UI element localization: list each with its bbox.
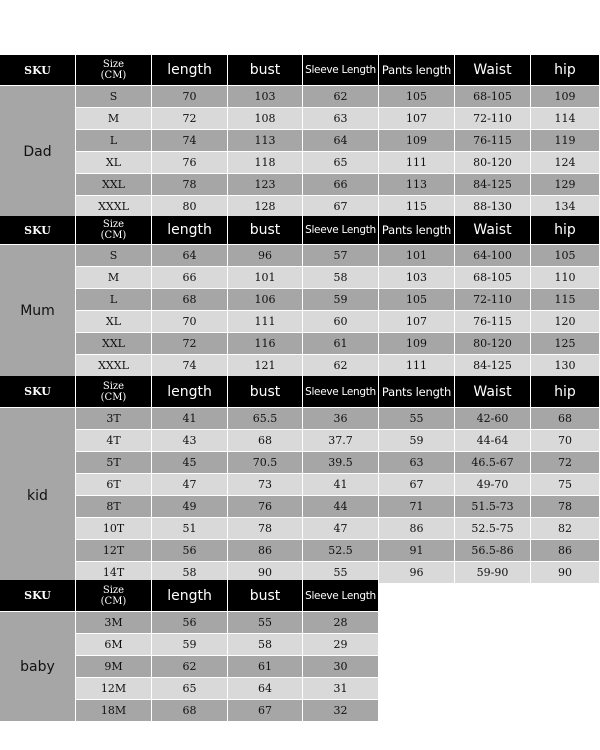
kid-row-7-hip: 90 xyxy=(531,562,600,584)
kid-row-6-sleeve-length: 52.5 xyxy=(303,540,379,562)
baby-row-4-sleeve-length: 32 xyxy=(303,700,379,722)
dad-row-2-sleeve-length: 64 xyxy=(303,130,379,152)
kid-header-sleeve-length: Sleeve Length xyxy=(303,376,379,408)
kid-row-6-hip: 86 xyxy=(531,540,600,562)
baby-row-1-bust: 58 xyxy=(228,634,303,656)
dad-row-2-waist: 76-115 xyxy=(455,130,531,152)
mum-row-1-size: M xyxy=(76,267,152,289)
dad-row-4-pants-length: 113 xyxy=(379,174,455,196)
baby-row-3-sleeve-length: 31 xyxy=(303,678,379,700)
dad-row-1-hip: 114 xyxy=(531,108,600,130)
baby-header-length: length xyxy=(152,580,228,612)
kid-row-3-hip: 75 xyxy=(531,474,600,496)
mum-header-sku: SKU xyxy=(0,216,76,245)
dad-row-2-size: L xyxy=(76,130,152,152)
mum-row-4-sleeve-length: 61 xyxy=(303,333,379,355)
mum-row-1-pants-length: 103 xyxy=(379,267,455,289)
mum-row-0-hip: 105 xyxy=(531,245,600,267)
kid-row-1-sleeve-length: 37.7 xyxy=(303,430,379,452)
dad-row-0-sleeve-length: 62 xyxy=(303,86,379,108)
mum-row-5-sleeve-length: 62 xyxy=(303,355,379,377)
dad-row-4-length: 78 xyxy=(152,174,228,196)
mum-header-sleeve-length: Sleeve Length xyxy=(303,216,379,245)
kid-row-4-waist: 51.5-73 xyxy=(455,496,531,518)
dad-row-3-size: XL xyxy=(76,152,152,174)
dad-row-1-waist: 72-110 xyxy=(455,108,531,130)
dad-row-2-bust: 113 xyxy=(228,130,303,152)
dad-row-5-sleeve-length: 67 xyxy=(303,196,379,218)
kid-row-0-length: 41 xyxy=(152,408,228,430)
kid-row-0-pants-length: 55 xyxy=(379,408,455,430)
dad-row-0-size: S xyxy=(76,86,152,108)
baby-row-3-length: 65 xyxy=(152,678,228,700)
mum-row-5-waist: 84-125 xyxy=(455,355,531,377)
kid-header-pants-length: Pants length xyxy=(379,376,455,408)
kid-row-4-bust: 76 xyxy=(228,496,303,518)
kid-row-5-waist: 52.5-75 xyxy=(455,518,531,540)
baby-row-1-length: 59 xyxy=(152,634,228,656)
kid-row-7-waist: 59-90 xyxy=(455,562,531,584)
baby-row-0-length: 56 xyxy=(152,612,228,634)
baby-row-4-bust: 67 xyxy=(228,700,303,722)
mum-row-3-bust: 111 xyxy=(228,311,303,333)
kid-row-0-sleeve-length: 36 xyxy=(303,408,379,430)
dad-header-size: Size (CM) xyxy=(76,55,152,86)
kid-header-bust: bust xyxy=(228,376,303,408)
kid-row-4-pants-length: 71 xyxy=(379,496,455,518)
mum-row-0-length: 64 xyxy=(152,245,228,267)
mum-row-2-pants-length: 105 xyxy=(379,289,455,311)
baby-header-bust: bust xyxy=(228,580,303,612)
mum-row-0-waist: 64-100 xyxy=(455,245,531,267)
dad-row-3-hip: 124 xyxy=(531,152,600,174)
dad-header-sku: SKU xyxy=(0,55,76,86)
kid-row-6-waist: 56.5-86 xyxy=(455,540,531,562)
kid-row-5-pants-length: 86 xyxy=(379,518,455,540)
mum-row-2-length: 68 xyxy=(152,289,228,311)
dad-row-0-length: 70 xyxy=(152,86,228,108)
dad-header-length: length xyxy=(152,55,228,86)
dad-row-3-sleeve-length: 65 xyxy=(303,152,379,174)
baby-row-0-size: 3M xyxy=(76,612,152,634)
kid-row-2-pants-length: 63 xyxy=(379,452,455,474)
kid-header-length: length xyxy=(152,376,228,408)
mum-row-3-waist: 76-115 xyxy=(455,311,531,333)
kid-row-5-bust: 78 xyxy=(228,518,303,540)
dad-row-3-length: 76 xyxy=(152,152,228,174)
dad-row-4-size: XXL xyxy=(76,174,152,196)
mum-row-3-size: XL xyxy=(76,311,152,333)
mum-header-hip: hip xyxy=(531,216,600,245)
baby-row-3-bust: 64 xyxy=(228,678,303,700)
mum-row-1-sleeve-length: 58 xyxy=(303,267,379,289)
kid-row-4-size: 8T xyxy=(76,496,152,518)
kid-row-6-bust: 86 xyxy=(228,540,303,562)
dad-row-4-hip: 129 xyxy=(531,174,600,196)
kid-row-2-bust: 70.5 xyxy=(228,452,303,474)
dad-row-0-pants-length: 105 xyxy=(379,86,455,108)
kid-row-6-size: 12T xyxy=(76,540,152,562)
mum-row-3-sleeve-length: 60 xyxy=(303,311,379,333)
dad-row-1-sleeve-length: 63 xyxy=(303,108,379,130)
dad-row-3-waist: 80-120 xyxy=(455,152,531,174)
kid-row-3-bust: 73 xyxy=(228,474,303,496)
dad-row-4-waist: 84-125 xyxy=(455,174,531,196)
mum-row-4-hip: 125 xyxy=(531,333,600,355)
dad-row-5-length: 80 xyxy=(152,196,228,218)
kid-header-waist: Waist xyxy=(455,376,531,408)
mum-row-4-bust: 116 xyxy=(228,333,303,355)
baby-row-0-sleeve-length: 28 xyxy=(303,612,379,634)
dad-row-4-bust: 123 xyxy=(228,174,303,196)
kid-row-7-size: 14T xyxy=(76,562,152,584)
baby-header-sku: SKU xyxy=(0,580,76,612)
baby-header-size: Size (CM) xyxy=(76,580,152,612)
dad-row-3-bust: 118 xyxy=(228,152,303,174)
kid-row-3-pants-length: 67 xyxy=(379,474,455,496)
kid-row-5-size: 10T xyxy=(76,518,152,540)
dad-row-2-hip: 119 xyxy=(531,130,600,152)
kid-row-2-length: 45 xyxy=(152,452,228,474)
dad-row-4-sleeve-length: 66 xyxy=(303,174,379,196)
dad-row-5-waist: 88-130 xyxy=(455,196,531,218)
baby-row-4-length: 68 xyxy=(152,700,228,722)
baby-row-2-bust: 61 xyxy=(228,656,303,678)
dad-row-1-length: 72 xyxy=(152,108,228,130)
dad-header-hip: hip xyxy=(531,55,600,86)
baby-row-3-size: 12M xyxy=(76,678,152,700)
kid-row-0-bust: 65.5 xyxy=(228,408,303,430)
kid-row-1-bust: 68 xyxy=(228,430,303,452)
mum-row-4-pants-length: 109 xyxy=(379,333,455,355)
kid-header-sku: SKU xyxy=(0,376,76,408)
kid-row-5-length: 51 xyxy=(152,518,228,540)
kid-row-1-length: 43 xyxy=(152,430,228,452)
mum-header-waist: Waist xyxy=(455,216,531,245)
kid-row-1-hip: 70 xyxy=(531,430,600,452)
dad-row-0-hip: 109 xyxy=(531,86,600,108)
mum-header-pants-length: Pants length xyxy=(379,216,455,245)
dad-group-label: Dad xyxy=(0,86,76,218)
kid-row-4-hip: 78 xyxy=(531,496,600,518)
kid-row-3-waist: 49-70 xyxy=(455,474,531,496)
baby-group-label: baby xyxy=(0,612,76,722)
dad-row-2-pants-length: 109 xyxy=(379,130,455,152)
mum-row-3-length: 70 xyxy=(152,311,228,333)
dad-row-5-pants-length: 115 xyxy=(379,196,455,218)
kid-row-7-length: 58 xyxy=(152,562,228,584)
kid-header-size: Size (CM) xyxy=(76,376,152,408)
mum-row-2-sleeve-length: 59 xyxy=(303,289,379,311)
kid-row-0-size: 3T xyxy=(76,408,152,430)
kid-row-1-size: 4T xyxy=(76,430,152,452)
mum-row-4-length: 72 xyxy=(152,333,228,355)
mum-row-5-bust: 121 xyxy=(228,355,303,377)
mum-header-bust: bust xyxy=(228,216,303,245)
kid-row-5-sleeve-length: 47 xyxy=(303,518,379,540)
kid-row-6-pants-length: 91 xyxy=(379,540,455,562)
kid-row-5-hip: 82 xyxy=(531,518,600,540)
baby-header-sleeve-length: Sleeve Length xyxy=(303,580,379,612)
kid-group-label: kid xyxy=(0,408,76,584)
kid-row-3-length: 47 xyxy=(152,474,228,496)
kid-row-2-waist: 46.5-67 xyxy=(455,452,531,474)
dad-header-pants-length: Pants length xyxy=(379,55,455,86)
dad-row-0-bust: 103 xyxy=(228,86,303,108)
mum-row-0-size: S xyxy=(76,245,152,267)
mum-row-1-bust: 101 xyxy=(228,267,303,289)
kid-row-2-sleeve-length: 39.5 xyxy=(303,452,379,474)
mum-row-2-bust: 106 xyxy=(228,289,303,311)
mum-row-1-waist: 68-105 xyxy=(455,267,531,289)
dad-row-5-bust: 128 xyxy=(228,196,303,218)
baby-row-2-length: 62 xyxy=(152,656,228,678)
mum-row-3-hip: 120 xyxy=(531,311,600,333)
baby-row-2-size: 9M xyxy=(76,656,152,678)
kid-header-hip: hip xyxy=(531,376,600,408)
dad-row-2-length: 74 xyxy=(152,130,228,152)
baby-row-0-bust: 55 xyxy=(228,612,303,634)
mum-row-5-hip: 130 xyxy=(531,355,600,377)
baby-row-1-sleeve-length: 29 xyxy=(303,634,379,656)
mum-row-1-length: 66 xyxy=(152,267,228,289)
kid-row-2-hip: 72 xyxy=(531,452,600,474)
baby-row-1-size: 6M xyxy=(76,634,152,656)
kid-row-4-sleeve-length: 44 xyxy=(303,496,379,518)
mum-row-0-sleeve-length: 57 xyxy=(303,245,379,267)
mum-row-2-waist: 72-110 xyxy=(455,289,531,311)
dad-header-sleeve-length: Sleeve Length xyxy=(303,55,379,86)
kid-row-2-size: 5T xyxy=(76,452,152,474)
kid-row-1-waist: 44-64 xyxy=(455,430,531,452)
dad-row-1-bust: 108 xyxy=(228,108,303,130)
dad-row-0-waist: 68-105 xyxy=(455,86,531,108)
mum-header-length: length xyxy=(152,216,228,245)
kid-row-7-sleeve-length: 55 xyxy=(303,562,379,584)
dad-row-1-pants-length: 107 xyxy=(379,108,455,130)
kid-row-7-pants-length: 96 xyxy=(379,562,455,584)
baby-row-4-size: 18M xyxy=(76,700,152,722)
mum-row-4-size: XXL xyxy=(76,333,152,355)
dad-row-5-hip: 134 xyxy=(531,196,600,218)
kid-row-0-waist: 42-60 xyxy=(455,408,531,430)
kid-row-4-length: 49 xyxy=(152,496,228,518)
dad-header-bust: bust xyxy=(228,55,303,86)
mum-row-1-hip: 110 xyxy=(531,267,600,289)
mum-row-3-pants-length: 107 xyxy=(379,311,455,333)
kid-row-1-pants-length: 59 xyxy=(379,430,455,452)
kid-row-3-sleeve-length: 41 xyxy=(303,474,379,496)
mum-row-0-pants-length: 101 xyxy=(379,245,455,267)
mum-row-5-pants-length: 111 xyxy=(379,355,455,377)
kid-row-7-bust: 90 xyxy=(228,562,303,584)
kid-row-0-hip: 68 xyxy=(531,408,600,430)
mum-group-label: Mum xyxy=(0,245,76,377)
baby-row-2-sleeve-length: 30 xyxy=(303,656,379,678)
mum-row-0-bust: 96 xyxy=(228,245,303,267)
dad-header-waist: Waist xyxy=(455,55,531,86)
dad-row-1-size: M xyxy=(76,108,152,130)
dad-row-5-size: XXXL xyxy=(76,196,152,218)
mum-row-4-waist: 80-120 xyxy=(455,333,531,355)
mum-row-5-size: XXXL xyxy=(76,355,152,377)
kid-row-6-length: 56 xyxy=(152,540,228,562)
dad-row-3-pants-length: 111 xyxy=(379,152,455,174)
mum-header-size: Size (CM) xyxy=(76,216,152,245)
kid-row-3-size: 6T xyxy=(76,474,152,496)
mum-row-5-length: 74 xyxy=(152,355,228,377)
mum-row-2-size: L xyxy=(76,289,152,311)
mum-row-2-hip: 115 xyxy=(531,289,600,311)
